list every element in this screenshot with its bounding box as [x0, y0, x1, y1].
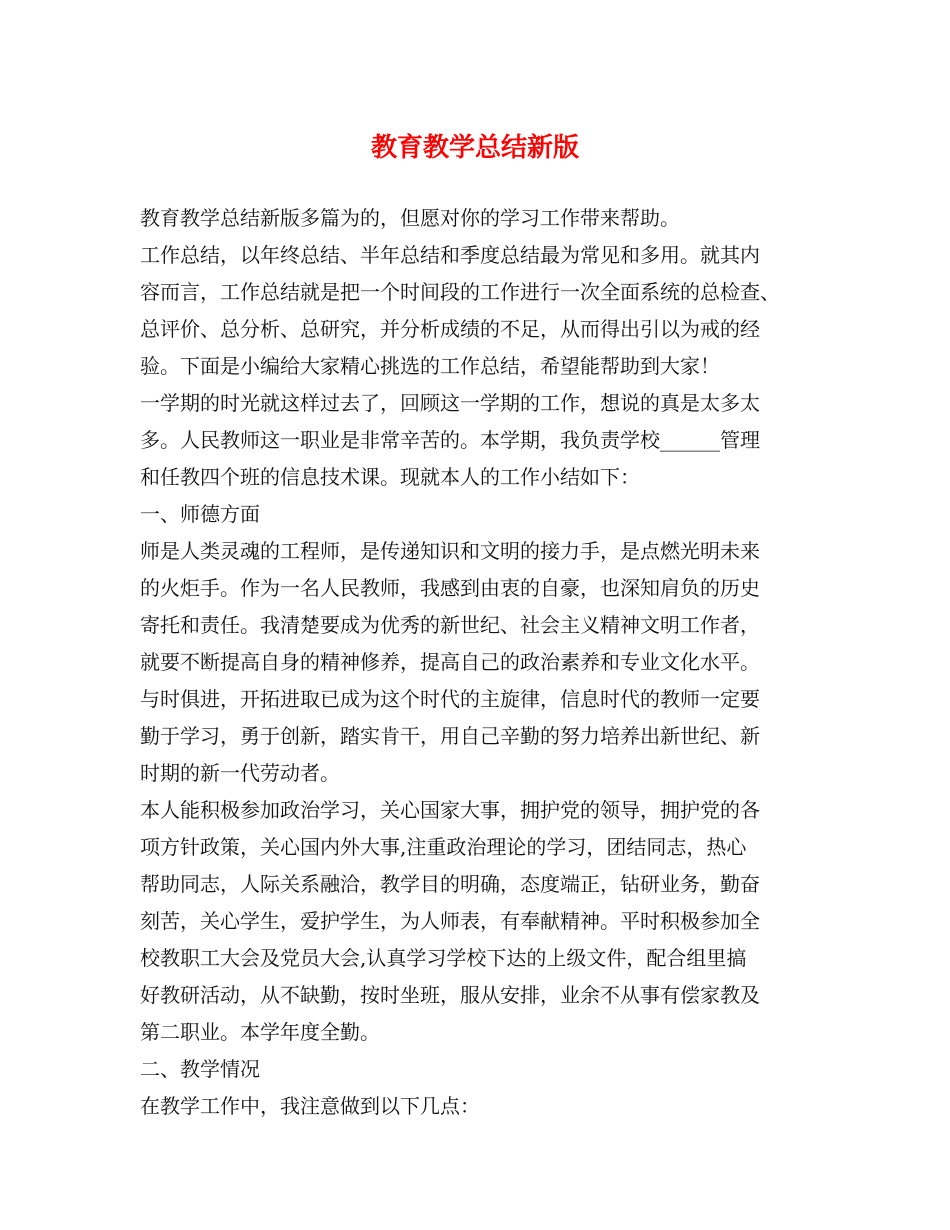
text-line: 多。人民教师这一职业是非常辛苦的。本学期，我负责学校______管理: [140, 428, 760, 452]
text-line: 第二职业。本学年度全勤。: [140, 1020, 380, 1044]
text-line: 教育教学总结新版多篇为的，但愿对你的学习工作带来帮助。: [140, 206, 680, 230]
text-line: 勤于学习，勇于创新，踏实肯干，用自己辛勤的努力培养出新世纪、新: [140, 724, 760, 748]
text-line: 的火炬手。作为一名人民教师，我感到由衷的自豪，也深知肩负的历史: [140, 576, 760, 600]
document-title: 教育教学总结新版: [370, 133, 579, 163]
section-heading: 二、教学情况: [140, 1057, 260, 1081]
text-line: 在教学工作中，我注意做到以下几点：: [140, 1094, 480, 1118]
text-line: 师是人类灵魂的工程师，是传递知识和文明的接力手，是点燃光明未来: [140, 539, 760, 563]
text-line: 校教职工大会及党员大会,认真学习学校下达的上级文件，配合组里搞: [140, 946, 747, 970]
text-line: 好教研活动，从不缺勤，按时坐班，服从安排，业余不从事有偿家教及: [140, 983, 760, 1007]
text-line: 工作总结，以年终总结、半年总结和季度总结最为常见和多用。就其内: [140, 243, 760, 267]
text-line: 项方针政策，关心国内外大事,注重政治理论的学习，团结同志，热心: [140, 835, 747, 859]
document-body: [140, 200, 820, 1125]
text-line: 与时俱进，开拓进取已成为这个时代的主旋律，信息时代的教师一定要: [140, 687, 760, 711]
text-line: 一学期的时光就这样过去了，回顾这一学期的工作，想说的真是太多太: [140, 391, 760, 415]
text-line: 寄托和责任。我清楚要成为优秀的新世纪、社会主义精神文明工作者，: [140, 613, 760, 637]
text-line: 帮助同志，人际关系融洽，教学目的明确，态度端正，钻研业务，勤奋: [140, 872, 760, 896]
text-line: 时期的新一代劳动者。: [140, 761, 340, 785]
section-heading: 一、师德方面: [140, 502, 260, 526]
text-line: 本人能积极参加政治学习，关心国家大事，拥护党的领导，拥护党的各: [140, 798, 760, 822]
text-line: 验。下面是小编给大家精心挑选的工作总结，希望能帮助到大家！: [140, 354, 720, 378]
text-line: 就要不断提高自身的精神修养，提高自己的政治素养和专业文化水平。: [140, 650, 760, 674]
text-line: 总评价、总分析、总研究，并分析成绩的不足，从而得出引以为戒的经: [140, 317, 760, 341]
text-line: 和任教四个班的信息技术课。现就本人的工作小结如下：: [140, 465, 640, 489]
text-line: 刻苦，关心学生，爱护学生，为人师表，有奉献精神。平时积极参加全: [140, 909, 760, 933]
text-line: 容而言，工作总结就是把一个时间段的工作进行一次全面系统的总检查、: [140, 280, 780, 304]
